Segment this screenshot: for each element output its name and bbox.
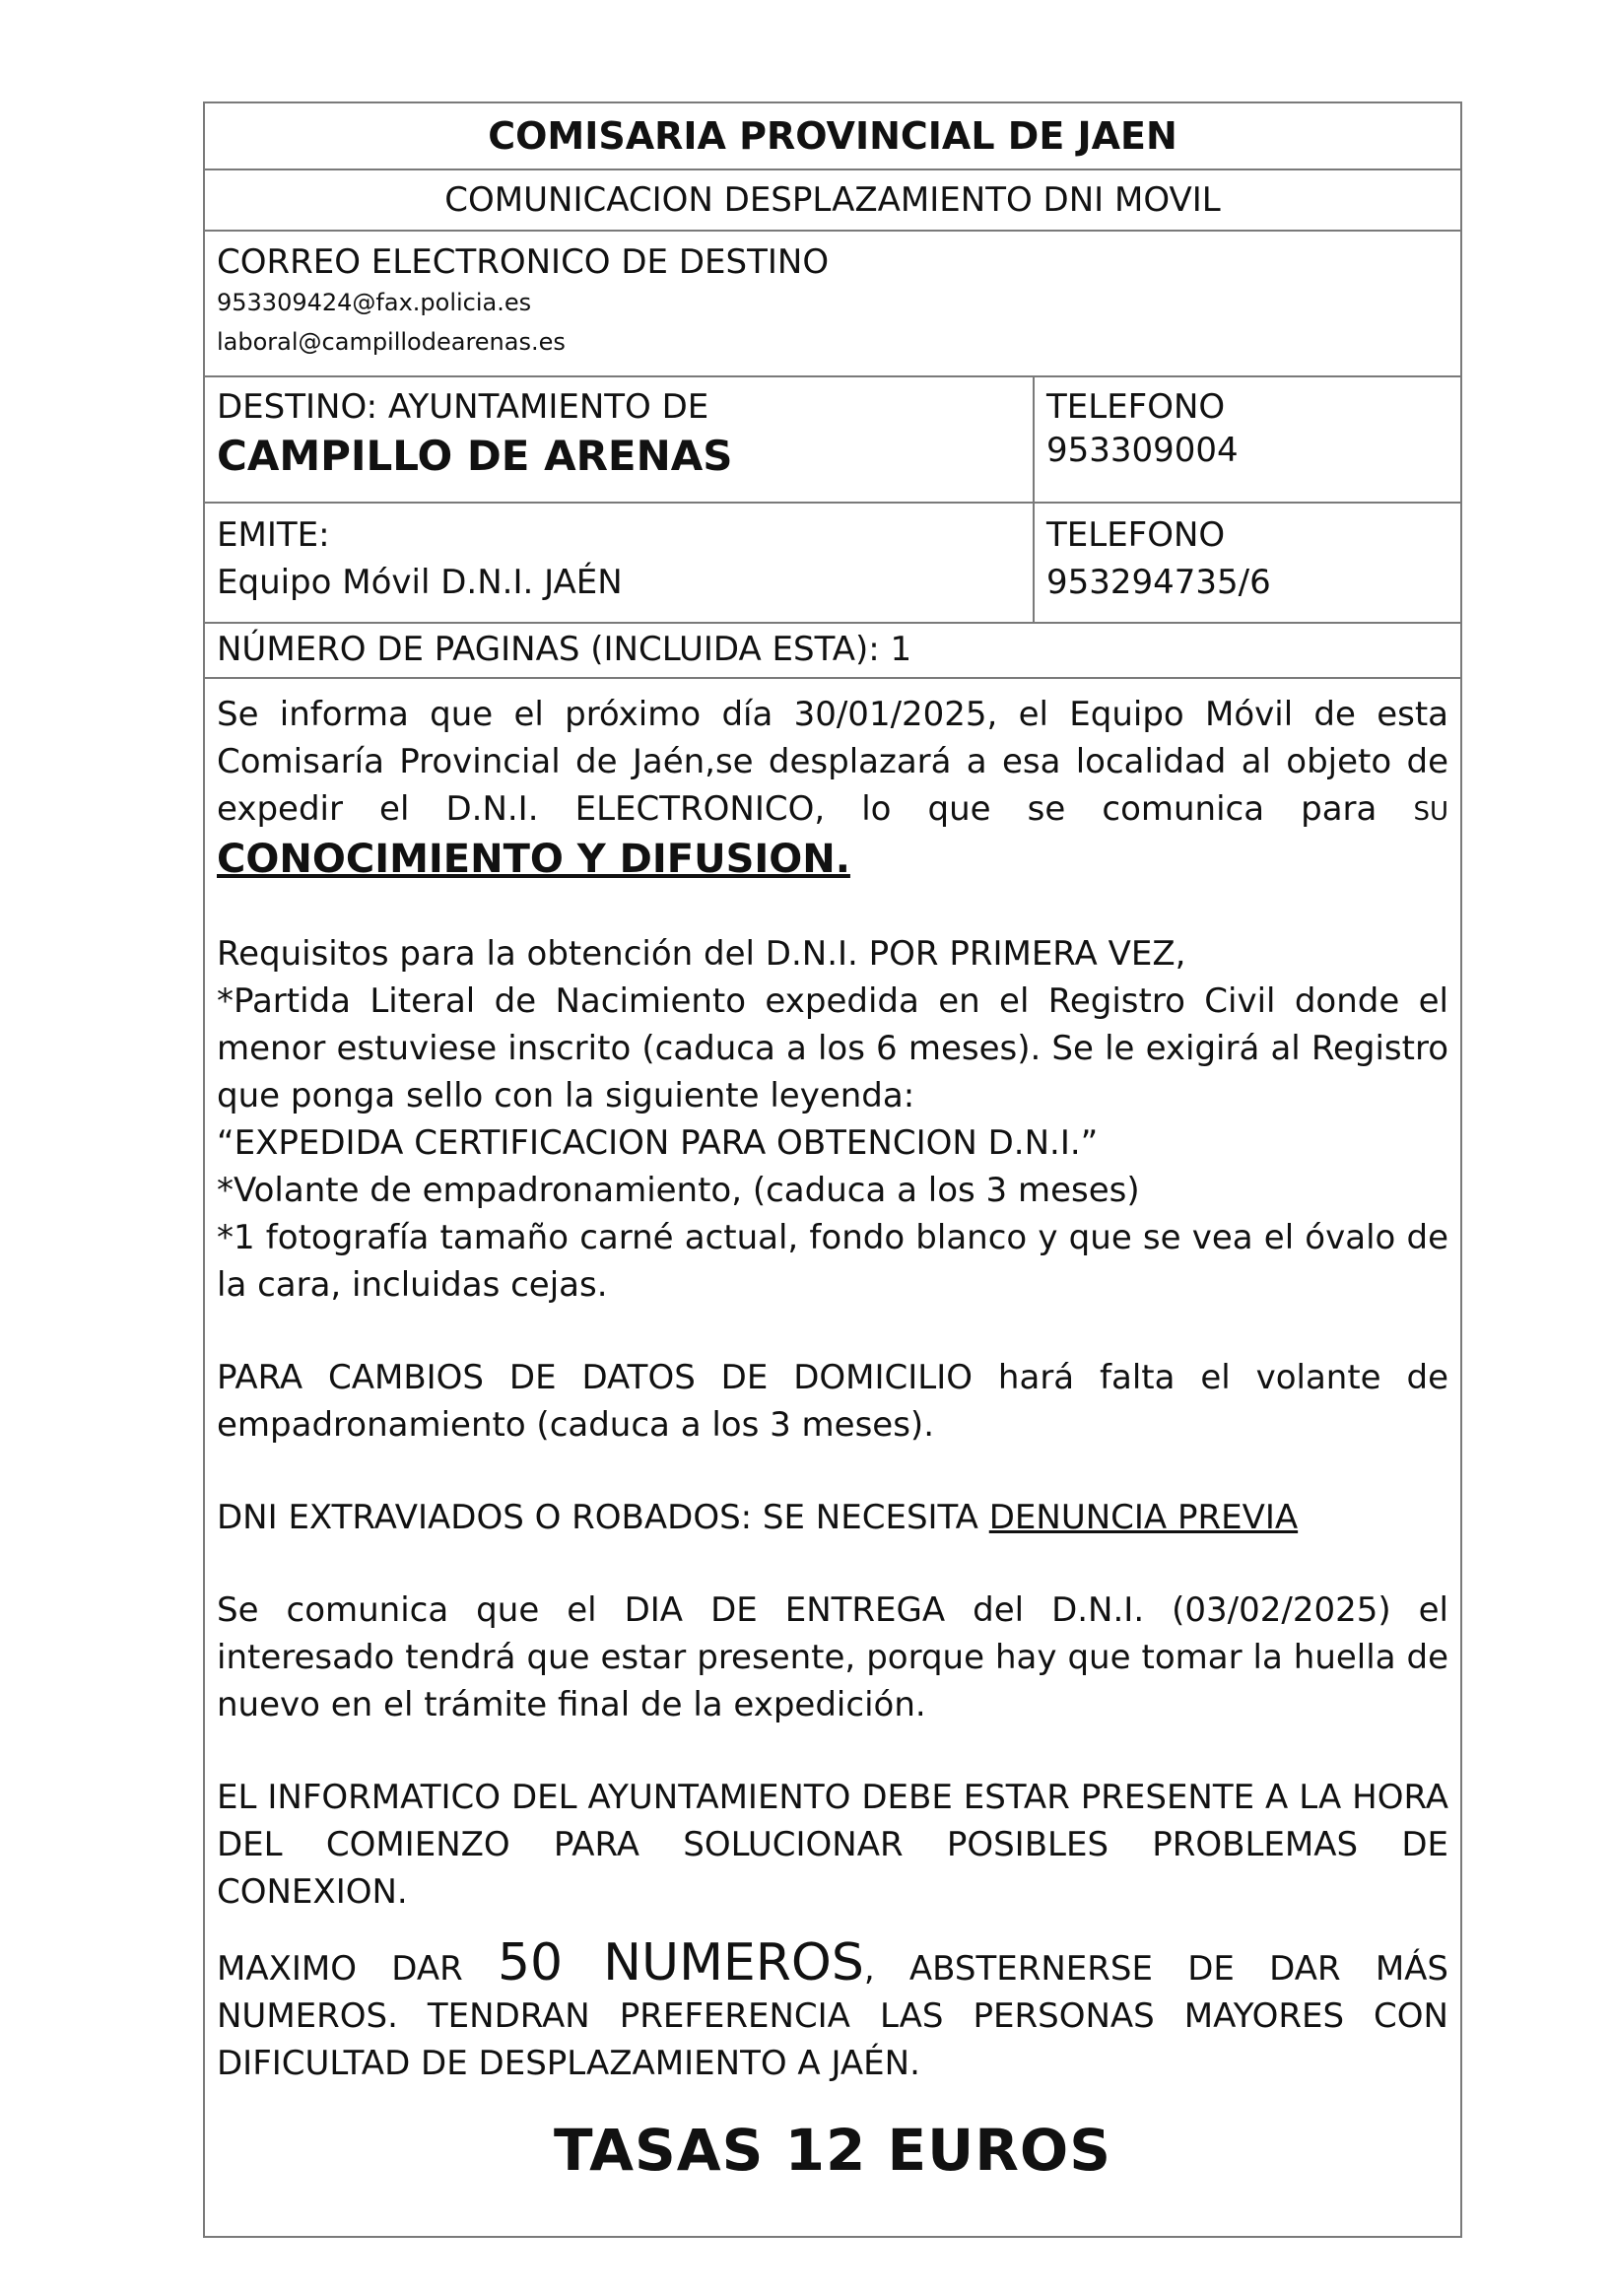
- correo-label: CORREO ELECTRONICO DE DESTINO: [217, 242, 830, 282]
- emite-cell: [205, 504, 1035, 622]
- intro-paragraph: [217, 691, 1448, 885]
- requisito-volante: *Volante de empadronamiento, (caduca a los 3 meses): [217, 1171, 1140, 1210]
- destino-phone: 953309004: [1046, 431, 1239, 470]
- destino-phone-label: TELEFONO: [1046, 387, 1226, 427]
- informatico-paragraph: EL INFORMATICO DEL AYUNTAMIENTO DEBE ESTAR PRESENTE A LA HORA DEL COMIENZO PARA SOLUCIONAR POSIBLES PROBLEMAS DE CONEXION.: [217, 1778, 1448, 1912]
- correo-email-1: 953309424@fax.policia.es: [217, 289, 532, 316]
- intro-text: Se informa que el próximo día 30/01/2025, el Equipo Móvil de esta Comisaría Provincial de Jaén,se desplazará a esa localidad al objeto de expedir el D.N.I. ELECTRONICO, lo que se comunica para: [217, 695, 1448, 829]
- emite-section: [205, 504, 1460, 624]
- document-form: [203, 101, 1462, 2238]
- maximo-text: MAXIMO DAR: [217, 1949, 498, 1989]
- extraviados-text: DNI EXTRAVIADOS O ROBADOS: SE NECESITA: [217, 1498, 989, 1537]
- extraviados-paragraph: [217, 1494, 1448, 1541]
- destino-label: DESTINO: AYUNTAMIENTO DE: [217, 387, 709, 427]
- su-text: SU: [1413, 797, 1448, 827]
- requisitos-title: Requisitos para la obtención del D.N.I. POR PRIMERA VEZ,: [217, 934, 1186, 974]
- entrega-paragraph: Se comunica que el DIA DE ENTREGA del D.N.I. (03/02/2025) el interesado tendrá que estar presente, porque hay que tomar la huella de nuevo en el trámite final de la expedición.: [217, 1590, 1448, 1724]
- maximo-paragraph: [217, 1933, 1448, 2087]
- paginas-row: NÚMERO DE PAGINAS (INCLUIDA ESTA): 1: [205, 624, 1460, 679]
- cambios-paragraph: PARA CAMBIOS DE DATOS DE DOMICILIO hará falta el volante de empadronamiento (caduca a los 3 meses).: [217, 1358, 1448, 1445]
- emite-phone-cell: [1035, 504, 1460, 622]
- emite-phone-label: TELEFONO: [1046, 515, 1226, 555]
- emite-label: EMITE:: [217, 515, 330, 555]
- denuncia-previa: DENUNCIA PREVIA: [988, 1498, 1299, 1537]
- destino-phone-cell: [1035, 377, 1460, 502]
- correo-email-2: laboral@campillodearenas.es: [217, 328, 566, 356]
- requisito-fotografia: *1 fotografía tamaño carné actual, fondo blanco y que se vea el óvalo de la cara, incluidas cejas.: [217, 1218, 1448, 1305]
- destino-section: [205, 377, 1460, 504]
- emite-name: Equipo Móvil D.N.I. JAÉN: [217, 563, 623, 602]
- tasas-heading: TASAS 12 EUROS: [554, 2117, 1111, 2184]
- destino-name: CAMPILLO DE ARENAS: [217, 432, 733, 480]
- emite-phone: 953294735/6: [1046, 563, 1271, 602]
- page-title: COMISARIA PROVINCIAL DE JAEN: [205, 103, 1460, 170]
- destino-cell: [205, 377, 1035, 502]
- correo-section: [205, 232, 1460, 377]
- conocimiento-heading: CONOCIMIENTO Y DIFUSION.: [217, 837, 850, 882]
- maximo-numeros: 50 NUMEROS: [497, 1933, 864, 1992]
- maximo-rest: , ABSTERNERSE DE DAR MÁS NUMEROS. TENDRAN PREFERENCIA LAS PERSONAS MAYORES CON DIFICULTAD DE DESPLAZAMIENTO A JAÉN.: [217, 1949, 1448, 2083]
- page-subtitle: COMUNICACION DESPLAZAMIENTO DNI MOVIL: [205, 170, 1460, 232]
- document-body: [205, 679, 1460, 2184]
- requisito-partida: *Partida Literal de Nacimiento expedida en el Registro Civil donde el menor estuviese inscrito (caduca a los 6 meses). Se le exigirá al Registro que ponga sello con la siguiente leyenda:: [217, 981, 1448, 1115]
- requisito-leyenda: “EXPEDIDA CERTIFICACION PARA OBTENCION D.N.I.”: [217, 1123, 1099, 1163]
